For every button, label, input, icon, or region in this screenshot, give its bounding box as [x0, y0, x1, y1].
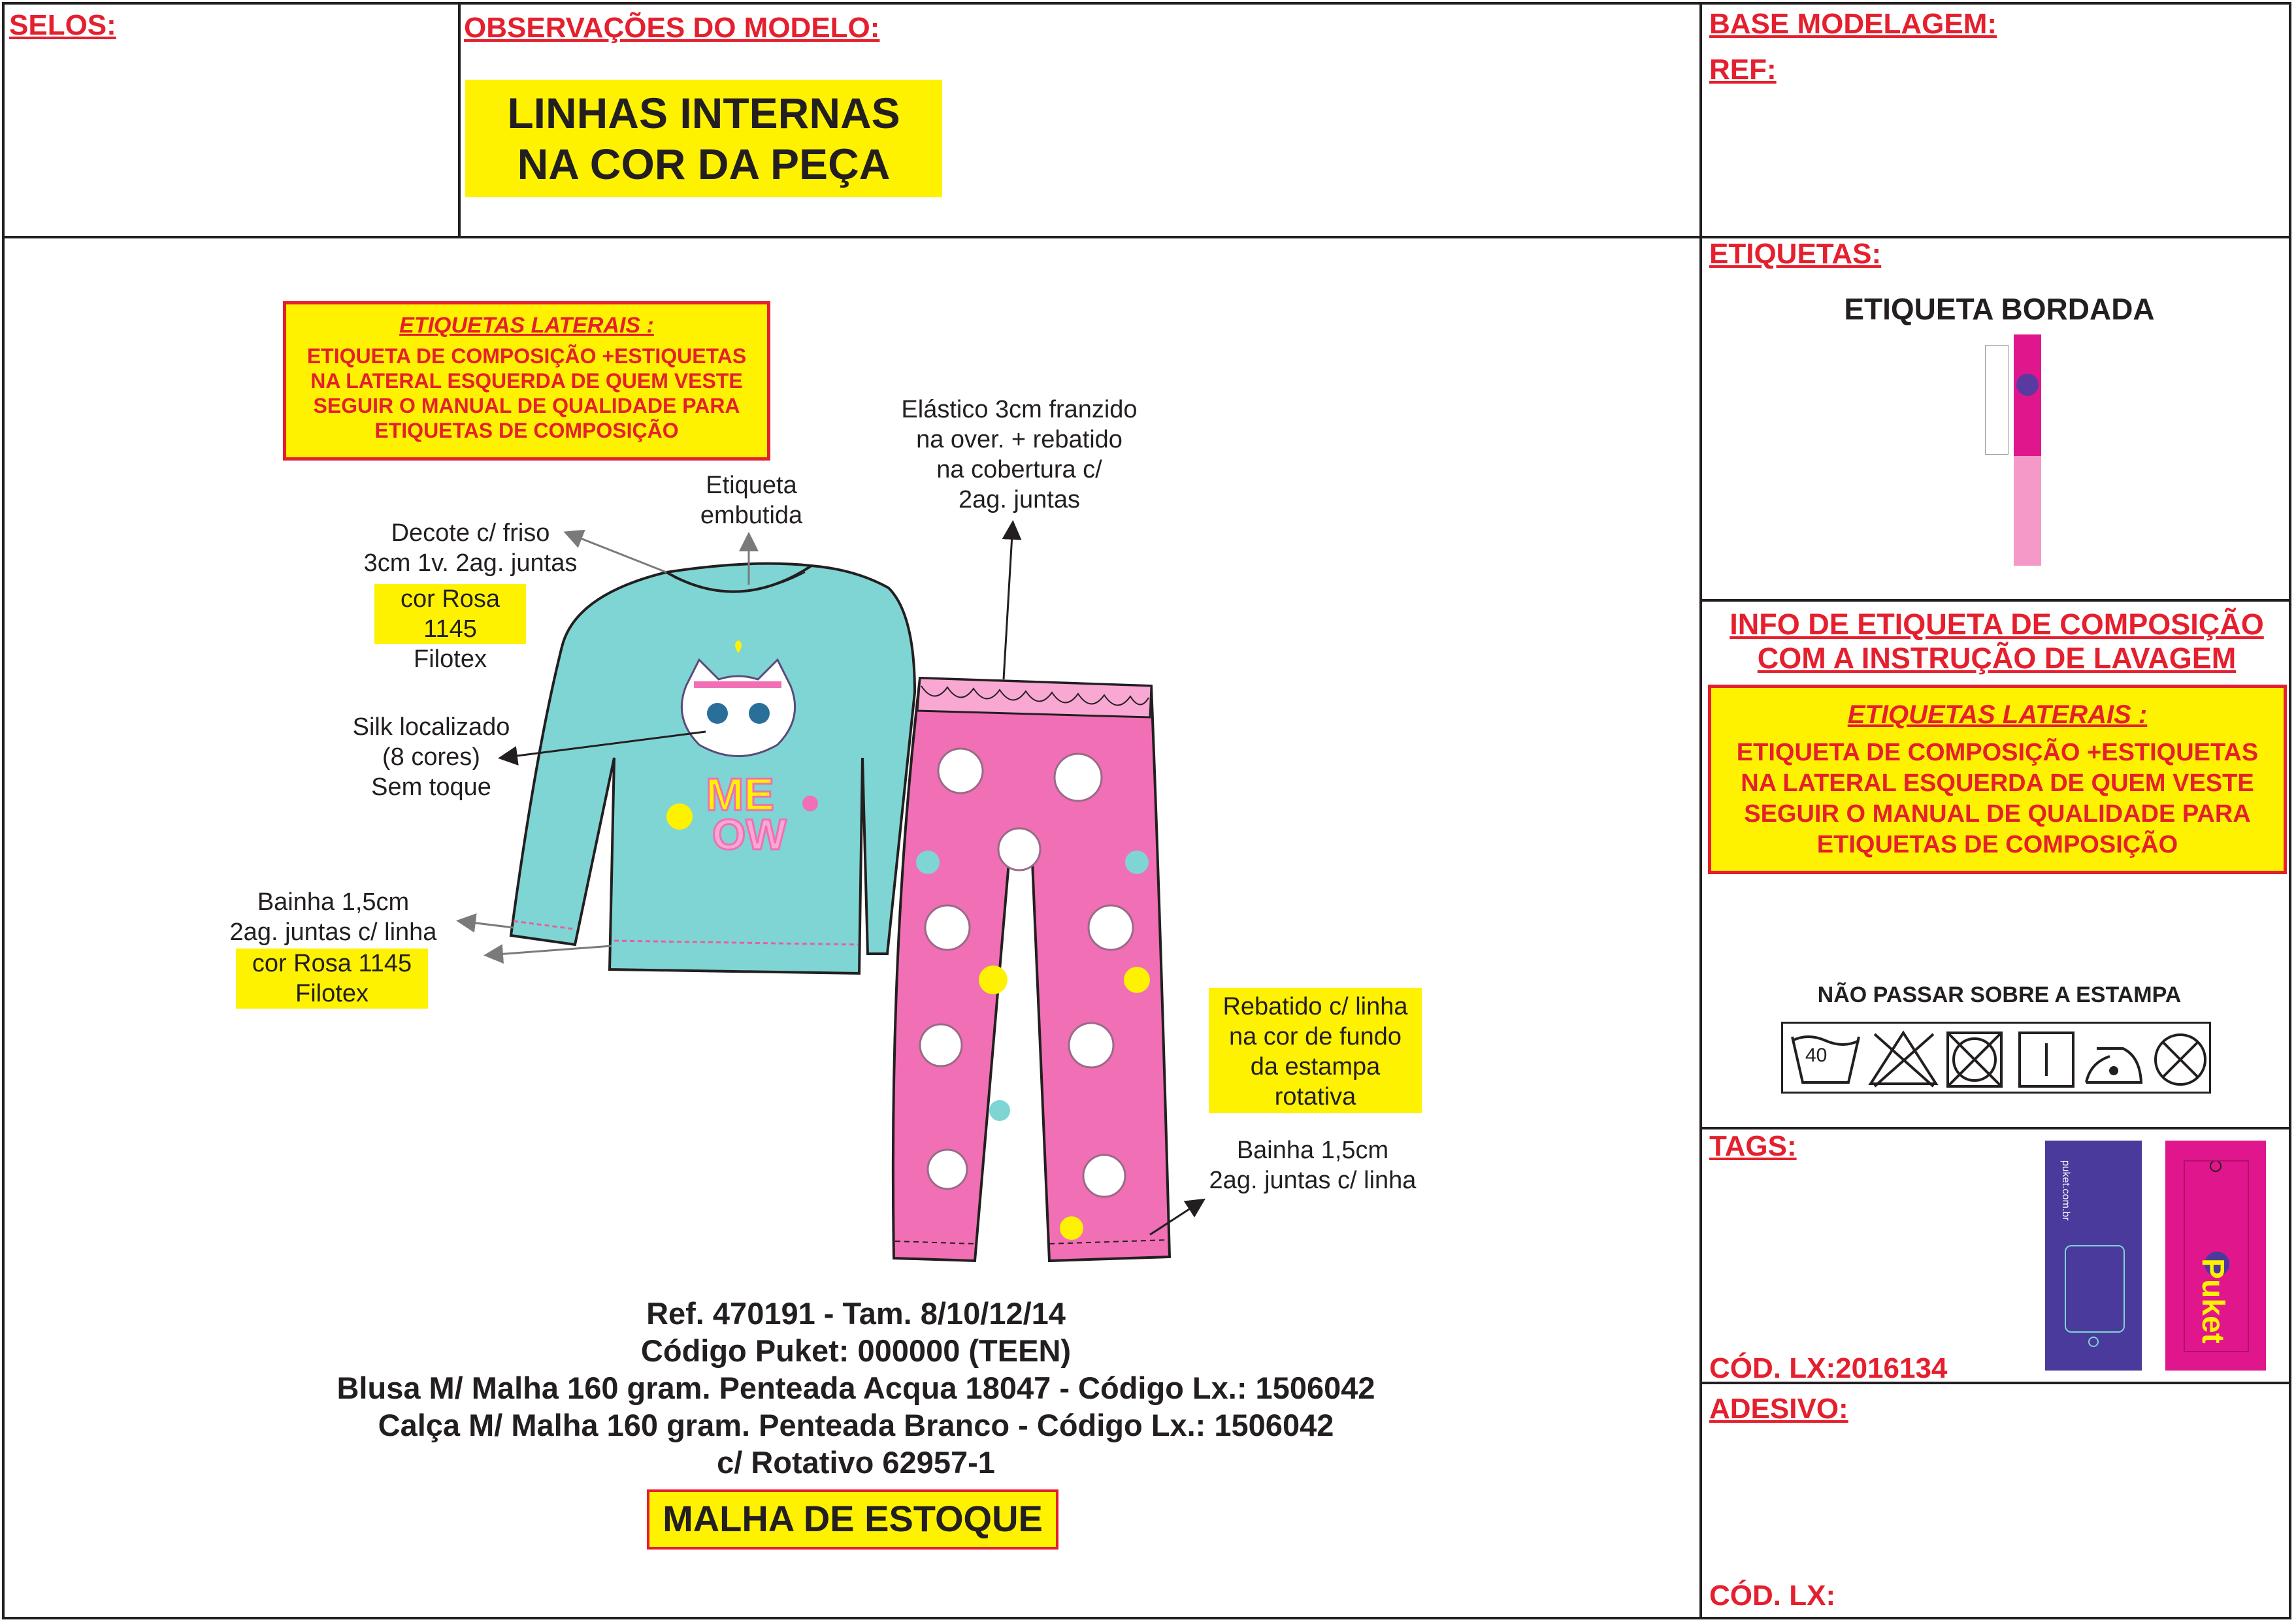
- tags-title: TAGS:: [1709, 1130, 1797, 1162]
- note-line: embutida: [700, 502, 803, 529]
- product-calca: Calça M/ Malha 160 gram. Penteada Branco - Código Lx.: 1506042: [378, 1408, 1334, 1442]
- bainha-blusa-color-note: [236, 949, 428, 1009]
- note-line: rotativa: [1274, 1083, 1356, 1111]
- shirt-drawing: [511, 564, 915, 973]
- decote-note: [340, 518, 601, 578]
- note-line: 2ag. juntas c/ linha: [1209, 1167, 1417, 1194]
- note-line: Bainha 1,5cm: [1236, 1137, 1389, 1164]
- note-line: 2ag. juntas c/ linha: [229, 918, 437, 946]
- obs-title: OBSERVAÇÕES DO MODELO:: [464, 12, 880, 44]
- note-line: na cor de fundo: [1228, 1023, 1402, 1050]
- info-title-line: INFO DE ETIQUETA DE COMPOSIÇÃO: [1730, 608, 2264, 641]
- wash-temp: 40: [1805, 1045, 1828, 1066]
- note-line: Sem toque: [371, 773, 491, 801]
- note-line: Silk localizado: [352, 713, 510, 741]
- product-code: Código Puket: 000000 (TEEN): [640, 1333, 1072, 1368]
- base-modelagem-title: BASE MODELAGEM:: [1709, 8, 1997, 40]
- no-dry-clean-icon: [2156, 1035, 2205, 1084]
- note-line: 3cm 1v. 2ag. juntas: [363, 549, 578, 577]
- side-labels-line: ETIQUETAS DE COMPOSIÇÃO: [374, 419, 679, 442]
- svg-text:ME: ME: [706, 769, 774, 820]
- side-labels-line: SEGUIR O MANUAL DE QUALIDADE PARA: [313, 394, 740, 417]
- etiqueta-embutida-note: [666, 470, 836, 530]
- note-line: cor Rosa 1145: [400, 585, 500, 643]
- note-line: Rebatido c/ linha: [1222, 993, 1408, 1020]
- note-line: Bainha 1,5cm: [257, 888, 410, 916]
- side-labels-line: NA LATERAL ESQUERDA DE QUEM VESTE: [1741, 770, 2254, 797]
- tag-site-text: puket.com.br: [2060, 1160, 2071, 1221]
- tag-back: [2045, 1141, 2142, 1371]
- tag-brand-text: Puket: [2195, 1258, 2230, 1344]
- no-tumble-dry-icon: [1948, 1033, 2001, 1086]
- note-line: cor Rosa 1145: [252, 950, 412, 977]
- note-line: Elástico 3cm franzido: [901, 396, 1138, 423]
- note-line: Etiqueta: [706, 472, 797, 499]
- ref-title: REF:: [1709, 54, 1777, 86]
- product-blusa: Blusa M/ Malha 160 gram. Penteada Acqua 18047 - Código Lx.: 1506042: [336, 1371, 1375, 1405]
- side-labels-line: ETIQUETA DE COMPOSIÇÃO +ESTIQUETAS: [1736, 739, 2259, 766]
- etiquetas-title: ETIQUETAS:: [1709, 238, 1882, 270]
- obs-note-line: NA COR DA PEÇA: [517, 140, 891, 188]
- side-labels-line: NA LATERAL ESQUERDA DE QUEM VESTE: [310, 369, 743, 393]
- tags-code: CÓD. LX:2016134: [1709, 1352, 1948, 1384]
- product-ref: Ref. 470191 - Tam. 8/10/12/14: [646, 1296, 1066, 1331]
- brand-logo-icon: [2016, 374, 2039, 396]
- etiqueta-bordada-title: ETIQUETA BORDADA: [1844, 292, 2155, 326]
- care-symbols: [1783, 1024, 2213, 1096]
- side-labels-title: ETIQUETAS LATERAIS :: [1847, 700, 2148, 729]
- note-line: (8 cores): [382, 743, 480, 771]
- decote-color-note: [374, 584, 526, 673]
- side-labels-line: SEGUIR O MANUAL DE QUALIDADE PARA: [1744, 800, 2251, 828]
- adesivo-title: ADESIVO:: [1709, 1393, 1848, 1425]
- info-title-line: COM A INSTRUÇÃO DE LAVAGEM: [1757, 641, 2237, 675]
- product-rotativo: c/ Rotativo 62957-1: [717, 1445, 995, 1480]
- note-line: 2ag. juntas: [959, 486, 1080, 513]
- line-dry-icon: [2020, 1033, 2073, 1086]
- bainha-blusa-note: [216, 887, 451, 947]
- side-labels-line: ETIQUETAS DE COMPOSIÇÃO: [1816, 831, 2178, 858]
- embroidered-label-top: [2014, 334, 2041, 456]
- note-line: Filotex: [295, 980, 369, 1007]
- note-line: na cobertura c/: [936, 456, 1102, 483]
- svg-text:OW: OW: [712, 810, 787, 858]
- no-bleach-icon: [1871, 1033, 1936, 1086]
- elastico-note: [869, 395, 1170, 515]
- pants-drawing: [893, 678, 1170, 1261]
- adesivo-code: CÓD. LX:: [1709, 1580, 1836, 1612]
- rebatido-note: [1209, 988, 1422, 1113]
- note-line: Decote c/ friso: [391, 519, 550, 547]
- label-dimension-guide: [1985, 345, 2009, 455]
- side-labels-title: ETIQUETAS LATERAIS :: [399, 313, 654, 338]
- bainha-calca-note: [1192, 1135, 1434, 1195]
- note-line: da estampa: [1250, 1053, 1381, 1080]
- side-labels-line: ETIQUETA DE COMPOSIÇÃO +ESTIQUETAS: [306, 344, 747, 368]
- note-line: na over. + rebatido: [916, 426, 1123, 453]
- note-line: Filotex: [414, 645, 487, 673]
- tag-hole-icon: [2088, 1337, 2099, 1347]
- silk-note: [327, 712, 536, 802]
- tag-front: [2165, 1141, 2266, 1371]
- iron-low-icon: [2086, 1048, 2141, 1082]
- care-warning: NÃO PASSAR SOBRE A ESTAMPA: [1817, 983, 2182, 1007]
- stock-label: MALHA DE ESTOQUE: [647, 1489, 1058, 1550]
- care-symbols-box: [1781, 1022, 2211, 1094]
- side-labels-box-right: [1708, 685, 2287, 874]
- embroidered-label-bottom: [2014, 456, 2041, 566]
- info-title: [1703, 608, 2291, 675]
- tag-window: [2065, 1245, 2125, 1333]
- selos-title: SELOS:: [9, 9, 116, 41]
- obs-note-line: LINHAS INTERNAS: [507, 89, 900, 137]
- product-info: [196, 1295, 1516, 1481]
